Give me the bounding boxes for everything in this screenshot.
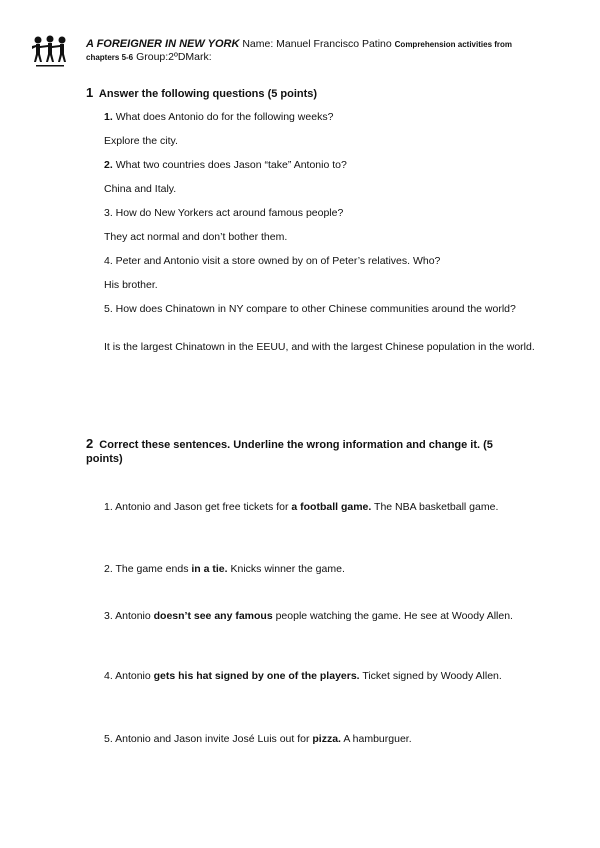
answer-3: They act normal and don’t bother them. — [104, 231, 288, 243]
answer-5: It is the largest Chinatown in the EEUU, and with the largest Chinese population in the world. — [104, 341, 535, 353]
activity-label: Comprehension activities from — [394, 40, 513, 49]
answer-1: Explore the city. — [104, 135, 178, 147]
correction-5: 5. Antonio and Jason invite José Luis out for pizza. A hamburguer. — [104, 733, 412, 745]
correction-1: 1. Antonio and Jason get free tickets for a football game. The NBA basketball game. — [104, 501, 499, 513]
group-mark-label: Group:2ºDMark: — [136, 51, 212, 63]
chapters-label: chapters 5-6 — [86, 53, 134, 62]
worksheet-header — [86, 38, 570, 64]
question-4: 4. Peter and Antonio visit a store owned by on of Peter’s relatives. Who? — [104, 255, 441, 267]
book-title: A FOREIGNER IN NEW YORK — [86, 38, 240, 50]
correction-4: 4. Antonio gets his hat signed by one of the players. Ticket signed by Woody Allen. — [104, 670, 502, 682]
children-logo-icon — [30, 34, 70, 70]
correction-3: 3. Antonio doesn’t see any famous people watching the game. He see at Woody Allen. — [104, 610, 513, 622]
question-3: 3. How do New Yorkers act around famous people? — [104, 207, 344, 219]
student-name: Name: Manuel Francisco Patino — [242, 38, 392, 50]
answer-4: His brother. — [104, 279, 158, 291]
section-1-heading: 1 Answer the following questions (5 points) — [86, 85, 318, 100]
question-2: 2. What two countries does Jason “take” Antonio to? — [104, 159, 347, 171]
question-1: 1. What does Antonio do for the following weeks? — [104, 111, 334, 123]
answer-2: China and Italy. — [104, 183, 177, 195]
correction-2: 2. The game ends in a tie. Knicks winner the game. — [104, 563, 345, 575]
section-2-heading: 2 Correct these sentences. Underline the wrong information and change it. (5 points) — [86, 436, 493, 465]
question-5: 5. How does Chinatown in NY compare to other Chinese communities around the world? — [104, 303, 516, 315]
